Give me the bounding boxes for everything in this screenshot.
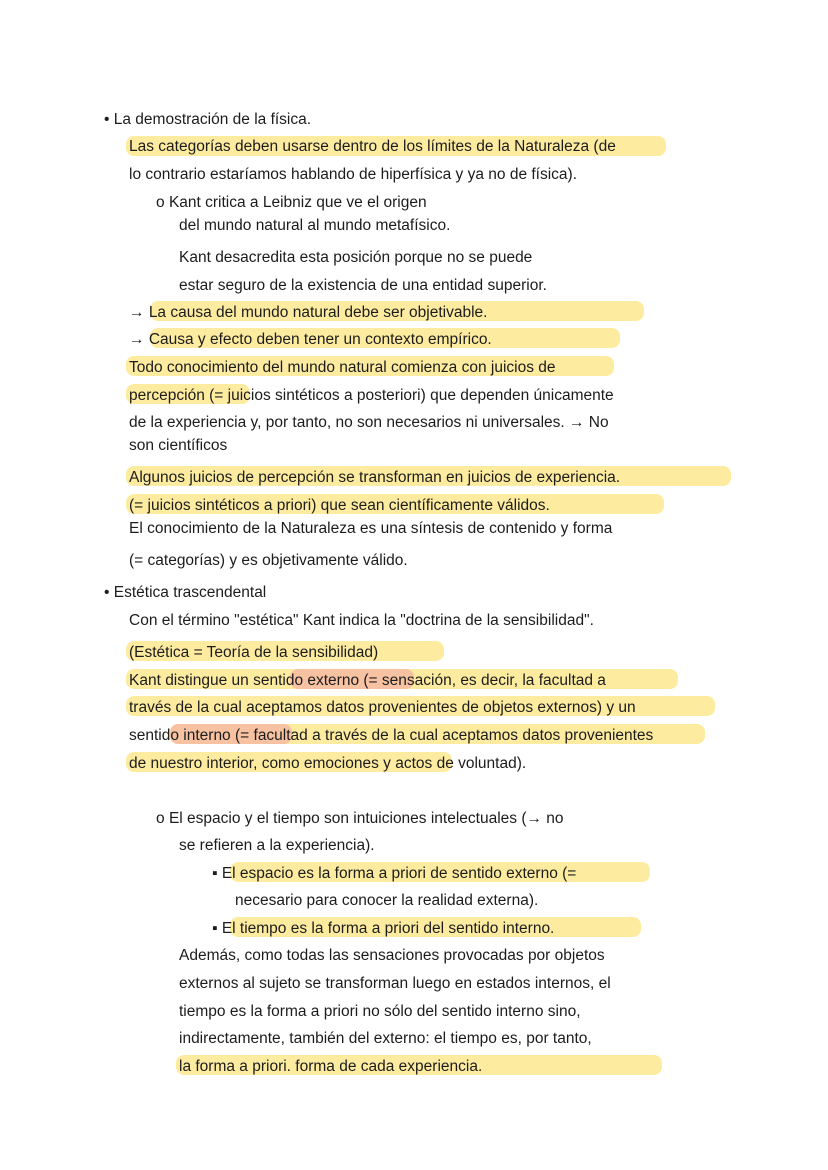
text-line: Algunos juicios de percepción se transforman en juicios de experiencia. — [129, 469, 621, 486]
text-line: son científicos — [129, 437, 228, 454]
text-line: Causa y efecto deben tener un contexto empírico. — [148, 331, 492, 348]
text-line: Kant critica a Leibniz que ve el origen — [168, 194, 427, 211]
text-line: El espacio es la forma a priori de sentido externo (= — [221, 865, 577, 882]
square-bullet-espacio — [212, 864, 576, 884]
arrow-line — [129, 330, 492, 350]
heading-text: Estética trascendental — [113, 584, 267, 601]
text-line: Todo conocimiento del mundo natural comienza con juicios de — [129, 359, 556, 376]
text-line: través de la cual aceptamos datos provenientes de objetos externos) y un — [129, 699, 636, 716]
sub-bullet-kant — [156, 193, 427, 213]
section-heading-fisica — [104, 110, 311, 130]
bullet-icon: • — [104, 584, 110, 601]
bullet-icon: • — [104, 111, 110, 128]
text-line: lo contrario estaríamos hablando de hiperfísica y ya no de física). — [129, 166, 578, 183]
text-line: Las categorías deben usarse dentro de los límites de la Naturaleza (de — [129, 138, 616, 155]
text-line: Kant distingue un sentido externo (= sensación, es decir, la facultad a — [129, 672, 606, 689]
text-line: la forma a priori. forma de cada experiencia. — [179, 1058, 483, 1075]
text-line: La causa del mundo natural debe ser objetivable. — [148, 304, 488, 321]
square-bullet-icon: ▪ — [212, 920, 218, 937]
text-line: El espacio y el tiempo son intuiciones intelectuales (→ no — [168, 810, 564, 827]
text-line: El conocimiento de la Naturaleza es una síntesis de contenido y forma — [129, 520, 613, 537]
section-heading-estetica — [104, 583, 266, 603]
text-line: El tiempo es la forma a priori del sentido interno. — [221, 920, 555, 937]
text-line: (Estética = Teoría de la sensibilidad) — [129, 644, 379, 661]
text-line: (= categorías) y es objetivamente válido. — [129, 552, 408, 569]
text-line: tiempo es la forma a priori no sólo del sentido interno sino, — [179, 1003, 581, 1020]
arrow-icon: → — [129, 304, 145, 321]
text-line: percepción (= juicios sintéticos a posteriori) que dependen únicamente — [129, 387, 614, 404]
sub-bullet-espacio-tiempo — [156, 809, 564, 829]
text-line: de la experiencia y, por tanto, no son necesarios ni universales. → No — [129, 414, 609, 431]
text-line: necesario para conocer la realidad externa). — [235, 892, 539, 909]
text-line: del mundo natural al mundo metafísico. — [179, 217, 451, 234]
heading-text: La demostración de la física. — [113, 111, 312, 128]
text-line: Además, como todas las sensaciones provocadas por objetos — [179, 947, 605, 964]
text-line: (= juicios sintéticos a priori) que sean científicamente válidos. — [129, 497, 550, 514]
text-line: se refieren a la experiencia). — [179, 837, 375, 854]
text-line: Kant desacredita esta posición porque no se puede — [179, 249, 533, 266]
circle-bullet-icon: o — [156, 810, 165, 827]
text-line: Con el término "estética" Kant indica la "doctrina de la sensibilidad". — [129, 612, 594, 629]
circle-bullet-icon: o — [156, 194, 165, 211]
arrow-line — [129, 303, 487, 323]
text-line: de nuestro interior, como emociones y actos de voluntad). — [129, 755, 527, 772]
square-bullet-tiempo — [212, 919, 554, 939]
text-line: estar seguro de la existencia de una entidad superior. — [179, 277, 547, 294]
text-line: externos al sujeto se transforman luego en estados internos, el — [179, 975, 611, 992]
square-bullet-icon: ▪ — [212, 865, 218, 882]
text-line: sentido interno (= facultad a través de la cual aceptamos datos provenientes — [129, 727, 654, 744]
text-line: indirectamente, también del externo: el tiempo es, por tanto, — [179, 1030, 592, 1047]
arrow-icon: → — [129, 331, 145, 348]
